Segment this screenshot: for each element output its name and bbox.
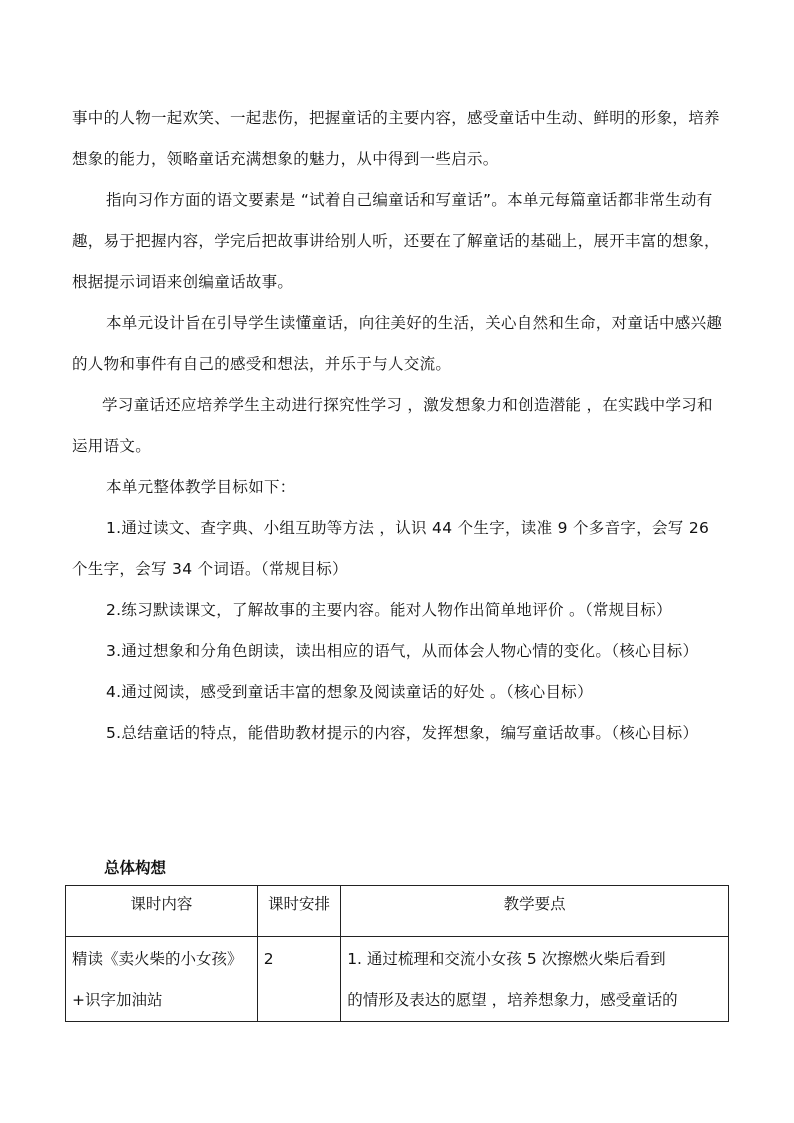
header-lesson-schedule: 课时安排: [257, 886, 340, 937]
goal-item-1: 1.通过读文、查字典、小组互助等方法 ，认识 44 个生字，读准 9 个多音字，会写 26 个生字，会写 34 个词语。（常规目标）: [72, 519, 710, 578]
table-header-row: [66, 886, 729, 937]
cell-content-line: +识字加油站: [72, 991, 163, 1009]
cell-teaching-points: [341, 937, 729, 1022]
body-text: [72, 98, 727, 754]
cell-points-line: 的情形及表达的愿望 ，培养想象力，感受童话的: [347, 991, 678, 1009]
paragraph-inquiry-learning: 学习童话还应培养学生主动进行探究性学习 ，激发想象力和创造潜能 ，在实践中学习和运用语文。: [72, 396, 713, 455]
cell-lesson-content: [66, 937, 258, 1022]
goal-item-3: 3.通过想象和分角色朗读，读出相应的语气，从而体会人物心情的变化。（核心目标）: [106, 642, 699, 660]
header-lesson-content: 课时内容: [66, 886, 258, 937]
section-title: 总体构想: [104, 859, 167, 877]
lesson-plan-table: [65, 885, 729, 1022]
goal-item-2: 2.练习默读课文，了解故事的主要内容。能对人物作出简单地评价 。（常规目标）: [106, 601, 672, 619]
cell-lesson-schedule: 2: [257, 937, 340, 1022]
paragraph-unit-design: 本单元设计旨在引导学生读懂童话，向往美好的生活，关心自然和生命，对童话中感兴趣的人物和事件有自己的感受和想法，并乐于与人交流。: [72, 314, 723, 373]
paragraph-goals-intro: 本单元整体教学目标如下：: [106, 478, 296, 496]
paragraph-continuation: 事中的人物一起欢笑、一起悲伤，把握童话的主要内容，感受童话中生动、鲜明的形象，培养想象的能力，领略童话充满想象的魅力，从中得到一些启示。: [72, 109, 720, 168]
goal-item-4: 4.通过阅读，感受到童话丰富的想象及阅读童话的好处 。（核心目标）: [106, 683, 593, 701]
header-teaching-points: 教学要点: [341, 886, 729, 937]
goal-item-5: 5.总结童话的特点，能借助教材提示的内容，发挥想象，编写童话故事。（核心目标）: [106, 724, 699, 742]
cell-points-line: 1. 通过梳理和交流小女孩 5 次擦燃火柴后看到: [347, 950, 666, 968]
table-row: [66, 937, 729, 1022]
paragraph-writing-elements: 指向习作方面的语文要素是 “试着自己编童话和写童话”。本单元每篇童话都非常生动有趣，易于把握内容，学完后把故事讲给别人听，还要在了解童话的基础上，展开丰富的想象，根据提示词语来创编童话故事。: [72, 191, 720, 291]
cell-content-line: 精读《卖火柴的小女孩》: [72, 950, 243, 968]
